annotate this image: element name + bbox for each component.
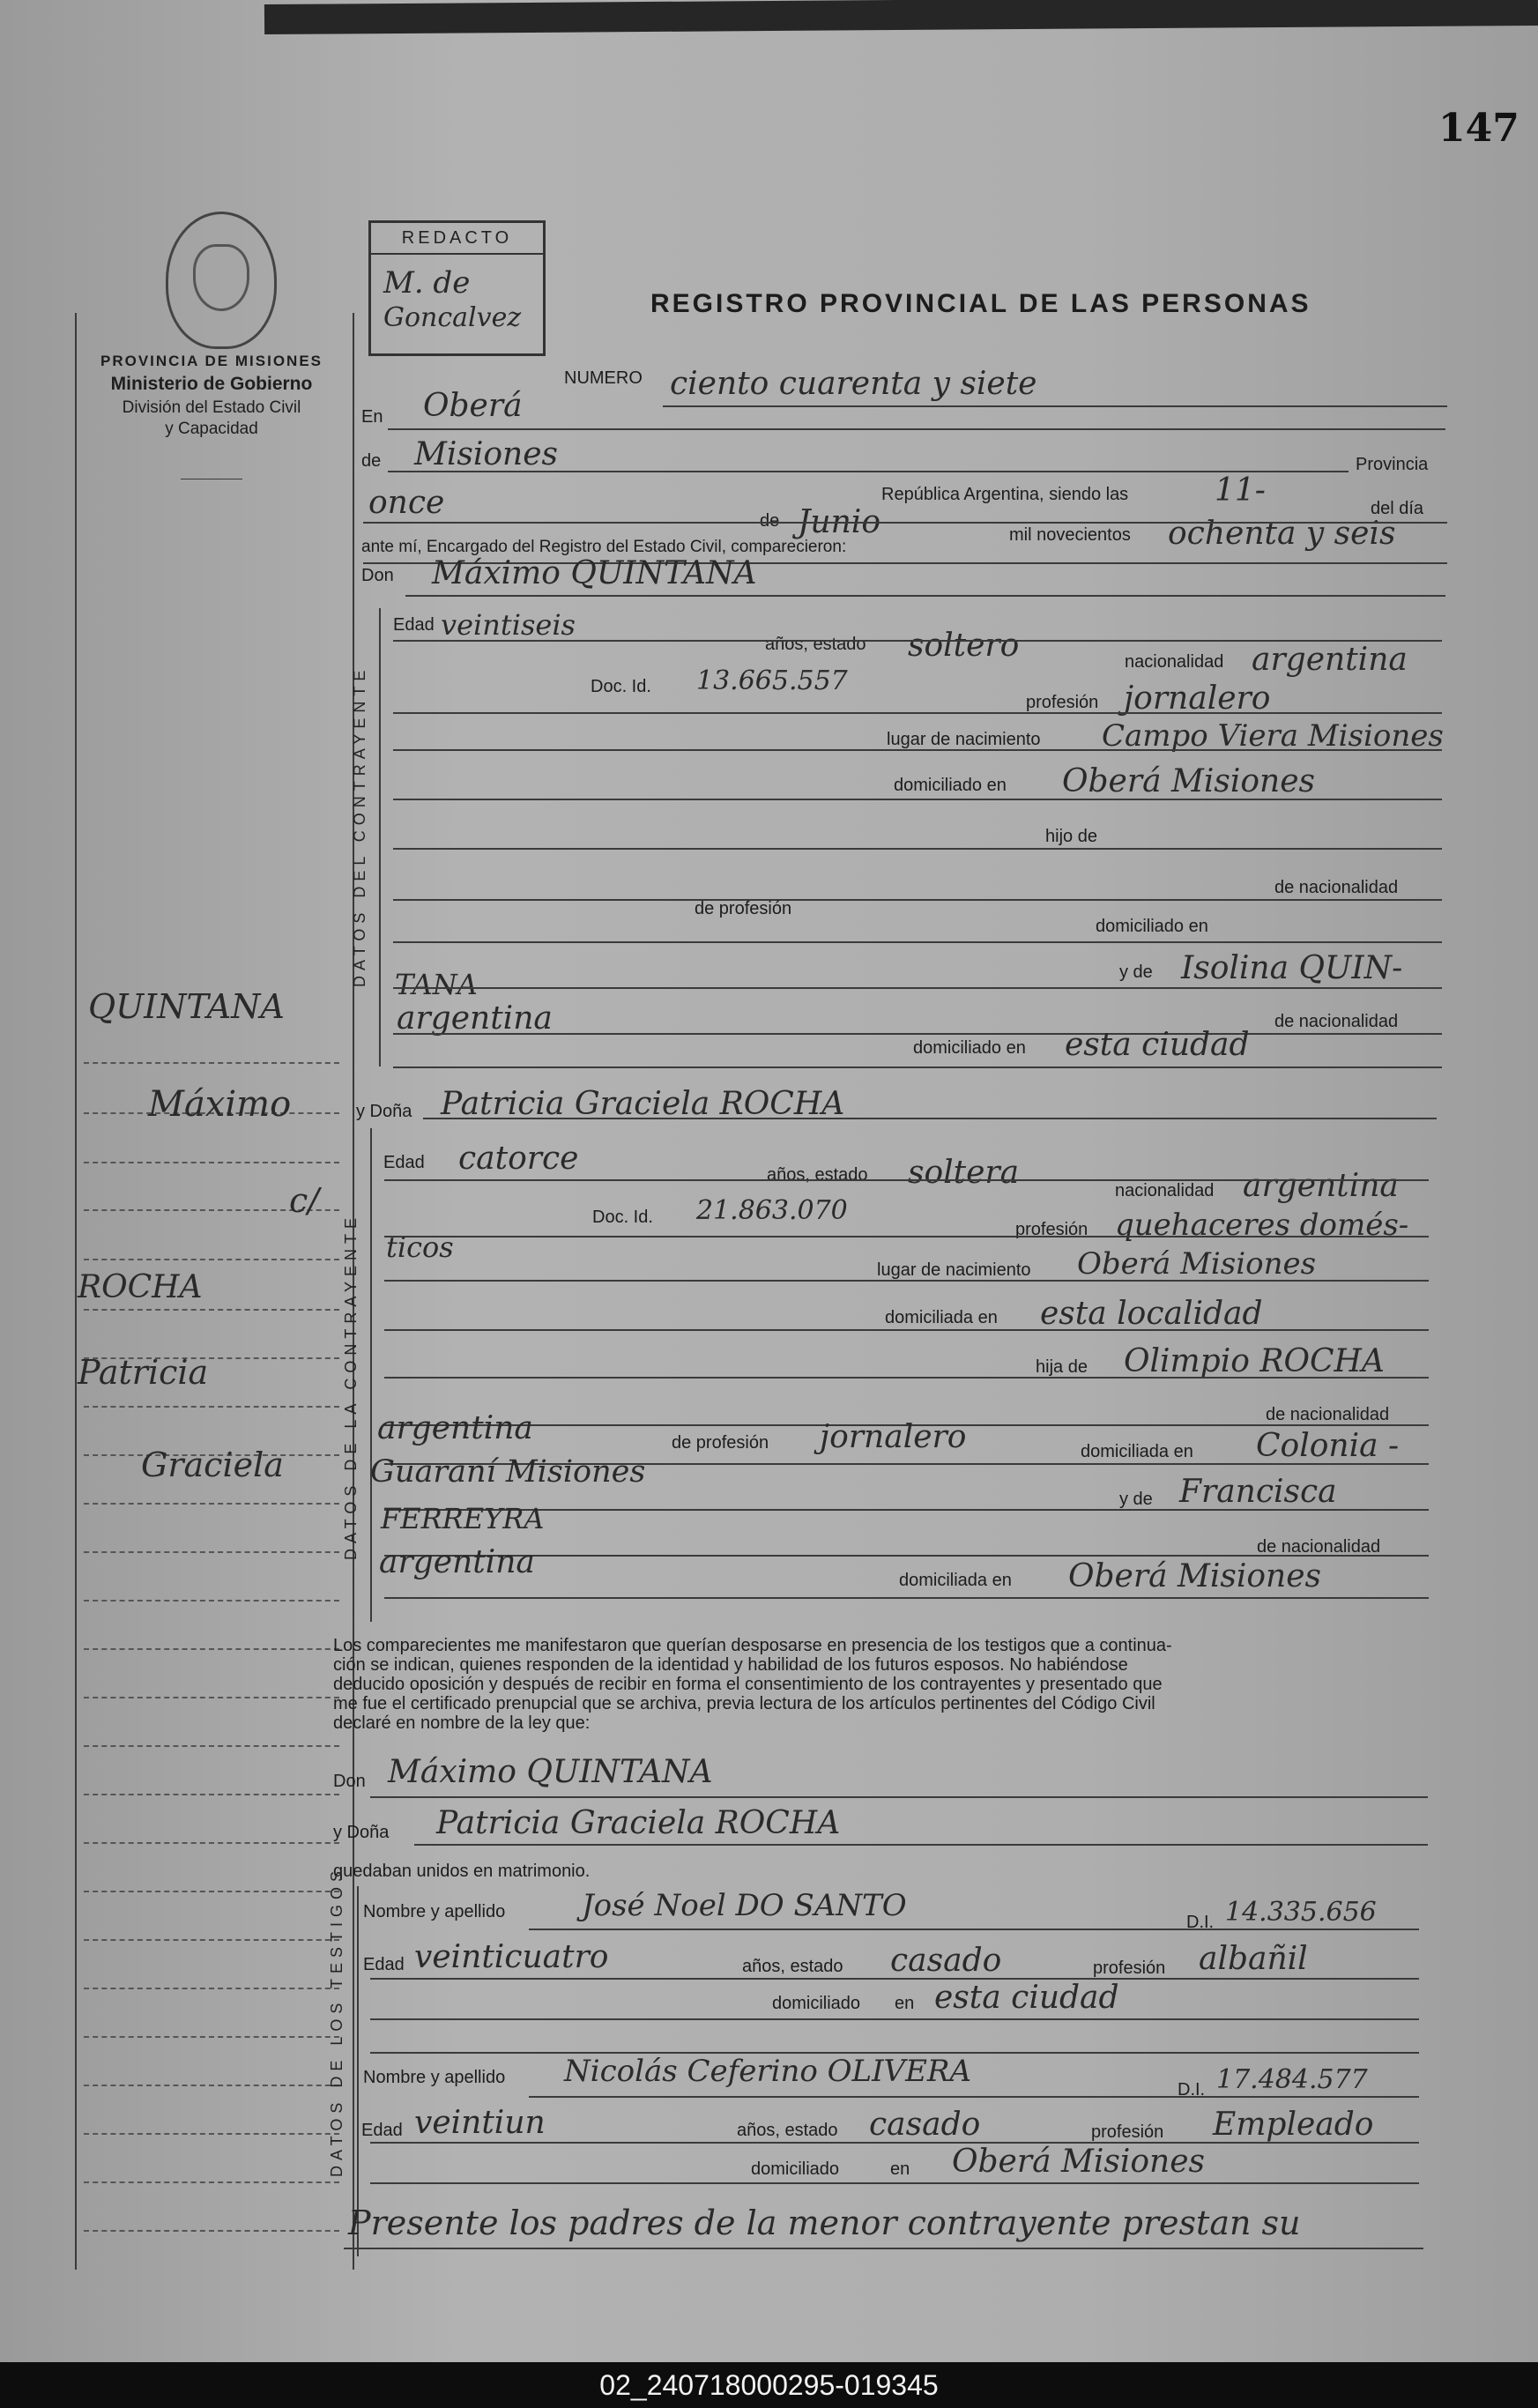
- bride-hija-label: hija de: [1036, 1357, 1088, 1377]
- margin-bride-middle-name: Graciela: [141, 1446, 284, 1484]
- bride-padre-value: Olimpio ROCHA: [1124, 1343, 1385, 1379]
- division-line1: División del Estado Civil: [122, 398, 301, 417]
- bride-madre-nac-value: argentina: [379, 1544, 535, 1580]
- bride-profesion-start: quehaceres domés-: [1115, 1208, 1409, 1243]
- groom-madre-cont: TANA: [395, 968, 478, 1001]
- groom-doc-label: Doc. Id.: [591, 677, 651, 696]
- declaration-line-2: ción se indican, quienes responden de la identidad y habilidad de los futuros esposos. No habiéndose: [333, 1655, 1128, 1675]
- witness1-line-2: [370, 1978, 1419, 1980]
- hora-value: 11-: [1215, 472, 1266, 509]
- groom-line-6: [393, 899, 1442, 901]
- redacto-signature-line1: M. de: [383, 265, 471, 301]
- witness1-dom-en-label: en: [895, 1994, 915, 2013]
- witness1-dom-value: esta ciudad: [934, 1980, 1119, 2016]
- bride-dona-label: y Doña: [356, 1102, 412, 1121]
- groom-estado-label: años, estado: [765, 635, 866, 654]
- en-line: [388, 428, 1445, 430]
- bride-padre-nac-value: argentina: [377, 1410, 533, 1446]
- groom-nacionalidad-label: nacionalidad: [1125, 652, 1224, 672]
- groom-padre-prof-label: de profesión: [695, 899, 792, 918]
- groom-doc-value: 13.665.557: [696, 665, 848, 696]
- declaration-don-value: Máximo QUINTANA: [388, 1754, 713, 1790]
- margin-versus: c/: [289, 1181, 320, 1220]
- witness2-di-label: D.I.: [1178, 2080, 1206, 2100]
- groom-line-2: [393, 712, 1442, 714]
- declaration-line-1: Los comparecientes me manifestaron que querían desposarse en presencia de los testigos que a continua-: [333, 1636, 1172, 1655]
- redacto-label: REDACTO: [371, 223, 543, 255]
- witness2-estado-value: casado: [869, 2107, 981, 2143]
- margin-bride-surname: ROCHA: [78, 1269, 203, 1305]
- witness1-nombre-label: Nombre y apellido: [363, 1902, 506, 1921]
- bride-line-10: [384, 1597, 1429, 1599]
- bride-domicilio-value: esta localidad: [1040, 1296, 1263, 1332]
- groom-lugar-label: lugar de nacimiento: [887, 730, 1041, 749]
- numero-line: [663, 405, 1447, 407]
- de-line: [388, 471, 1349, 472]
- dia-value: once: [368, 485, 445, 521]
- groom-line-9: [393, 1033, 1442, 1035]
- witness1-dom-label: domiciliado: [772, 1994, 861, 2013]
- numero-value: ciento cuarenta y siete: [670, 366, 1037, 402]
- witness1-line-3: [370, 2018, 1419, 2020]
- de2-label: de: [760, 511, 780, 531]
- bride-madre-dom-label: domiciliada en: [899, 1571, 1012, 1590]
- witness1-nombre-value: José Noel DO SANTO: [582, 1888, 907, 1923]
- bride-padre-dom-start: Colonia -: [1256, 1428, 1400, 1464]
- witness1-estado-label: años, estado: [742, 1957, 843, 1976]
- groom-madre-dom-value: esta ciudad: [1065, 1027, 1250, 1063]
- bride-nacionalidad-value: argentina: [1243, 1168, 1399, 1204]
- bride-padre-dom-label: domiciliada en: [1081, 1442, 1193, 1461]
- bride-line-2: [384, 1236, 1429, 1237]
- numero-label: NUMERO: [564, 368, 643, 388]
- groom-madre-dom-label: domiciliado en: [913, 1038, 1026, 1058]
- bride-edad-label: Edad: [383, 1153, 425, 1172]
- bride-line-1: [384, 1179, 1429, 1181]
- groom-padre-dom-label: domiciliado en: [1096, 917, 1208, 936]
- groom-section-label: DATOS DEL CONTRAYENTE: [351, 665, 368, 987]
- bride-line-9: [384, 1555, 1429, 1557]
- en-label: En: [361, 407, 383, 427]
- groom-hijo-label: hijo de: [1045, 827, 1097, 846]
- margin-bride-name: Patricia: [78, 1353, 209, 1392]
- bride-padre-dom-end: Guaraní Misiones: [370, 1454, 646, 1490]
- bride-name-value: Patricia Graciela ROCHA: [441, 1086, 845, 1122]
- witness1-line-1: [529, 1929, 1419, 1930]
- witness2-nombre-label: Nombre y apellido: [363, 2068, 506, 2087]
- groom-madre-start: Isolina QUIN-: [1181, 950, 1403, 986]
- witness-section-border: [357, 1886, 359, 2256]
- bride-madre-start: Francisca: [1179, 1474, 1337, 1510]
- province-name: PROVINCIA DE MISIONES: [100, 353, 323, 369]
- witness1-edad-label: Edad: [363, 1955, 405, 1974]
- don-line: [405, 595, 1445, 597]
- bride-edad-value: catorce: [458, 1141, 579, 1177]
- redacto-stamp: [368, 220, 546, 356]
- book-edge-shadow: [264, 0, 1538, 34]
- bride-estado-label: años, estado: [767, 1165, 868, 1185]
- provincial-crest-icon: [166, 212, 277, 349]
- de-value: Misiones: [414, 436, 559, 472]
- witness2-dom-en-label: en: [890, 2159, 910, 2179]
- groom-edad-value: veintiseis: [441, 608, 576, 642]
- bride-madre-label: y de: [1119, 1490, 1153, 1509]
- witness1-profesion-value: albañil: [1199, 1941, 1308, 1977]
- groom-line-4: [393, 799, 1442, 800]
- witness1-di-value: 14.335.656: [1225, 1897, 1377, 1928]
- witness2-edad-value: veintiun: [414, 2105, 546, 2141]
- margin-left-border: [75, 313, 77, 2270]
- bottom-note-line: [344, 2248, 1423, 2249]
- bride-padre-prof-value: jornalero: [820, 1419, 967, 1455]
- bride-section-border: [370, 1128, 372, 1622]
- bride-doc-label: Doc. Id.: [592, 1208, 653, 1227]
- bride-lugar-value: Oberá Misiones: [1077, 1246, 1317, 1282]
- witness2-dom-label: domiciliado: [751, 2159, 840, 2179]
- groom-madre-label: y de: [1119, 962, 1153, 982]
- bride-line-3: [384, 1280, 1429, 1282]
- don-label: Don: [361, 566, 394, 585]
- bride-padre-nac-label: de nacionalidad: [1266, 1405, 1390, 1424]
- quedaban-label: quedaban unidos en matrimonio.: [333, 1862, 591, 1881]
- witness2-profesion-value: Empleado: [1213, 2107, 1374, 2143]
- redacto-signature: [383, 265, 521, 336]
- bride-line-5: [384, 1377, 1429, 1379]
- anio-value: ochenta y seis: [1168, 516, 1396, 552]
- bride-lugar-label: lugar de nacimiento: [877, 1260, 1031, 1280]
- declaration-dona-label: y Doña: [333, 1823, 390, 1842]
- margin-groom-surname: QUINTANA: [88, 987, 285, 1026]
- mil-label: mil novecientos: [1009, 525, 1131, 545]
- ante-label: ante mí, Encargado del Registro del Estado Civil, comparecieron:: [361, 538, 847, 556]
- bride-domicilio-label: domiciliada en: [885, 1308, 998, 1327]
- bride-profesion-label: profesión: [1015, 1220, 1088, 1239]
- witness1-edad-value: veinticuatro: [414, 1939, 609, 1975]
- groom-estado-value: soltero: [908, 628, 1020, 664]
- page-title: REGISTRO PROVINCIAL DE LAS PERSONAS: [650, 289, 1311, 318]
- groom-domicilio-value: Oberá Misiones: [1062, 763, 1315, 799]
- bride-estado-value: soltera: [908, 1155, 1020, 1191]
- witness1-di-label: D.I.: [1186, 1913, 1215, 1932]
- witness2-edad-label: Edad: [361, 2121, 403, 2140]
- groom-line-10: [393, 1067, 1442, 1068]
- bride-nacionalidad-label: nacionalidad: [1115, 1181, 1215, 1200]
- groom-padre-nac-label: de nacionalidad: [1274, 878, 1399, 897]
- witness1-estado-value: casado: [890, 1943, 1002, 1979]
- groom-nacionalidad-value: argentina: [1252, 642, 1408, 678]
- margin-groom-name: Máximo: [148, 1084, 292, 1125]
- redacto-signature-line2: Goncalvez: [383, 302, 522, 333]
- file-id-footer: 02_240718000295-019345: [0, 2362, 1538, 2408]
- en-value: Oberá: [423, 388, 523, 424]
- groom-line-8: [393, 987, 1442, 989]
- groom-profesion-label: profesión: [1026, 693, 1099, 712]
- ministry-name: Ministerio de Gobierno: [110, 374, 313, 394]
- bride-name-line: [423, 1118, 1437, 1119]
- republica-label: República Argentina, siendo las: [881, 485, 1129, 504]
- ministry-block: [79, 353, 344, 439]
- witness-section-label: DATOS DE LOS TESTIGOS: [328, 1865, 345, 2177]
- witness2-di-value: 17.484.577: [1216, 2064, 1368, 2095]
- witness1-profesion-label: profesión: [1093, 1958, 1166, 1978]
- page-number: 147: [1438, 106, 1519, 151]
- declaration-paragraph: [333, 1636, 1419, 1733]
- witness2-line-2: [370, 2142, 1419, 2144]
- declaration-dona-line: [414, 1844, 1428, 1846]
- witness2-nombre-value: Nicolás Ceferino OLIVERA: [564, 2054, 972, 2089]
- bride-profesion-end: ticos: [386, 1230, 454, 1264]
- declaration-don-line: [370, 1796, 1428, 1798]
- de-label: de: [361, 451, 382, 471]
- groom-line-3: [393, 749, 1442, 751]
- groom-profesion-value: jornalero: [1124, 680, 1271, 717]
- groom-line-7: [393, 941, 1442, 943]
- declaration-line-4: me fue el certificado prenupcial que se archiva, previa lectura de los artículos pertinentes del Código Civil: [333, 1694, 1155, 1713]
- bride-section-label: DATOS DE LA CONTRAYENTE: [342, 1212, 360, 1560]
- groom-line-5: [393, 848, 1442, 850]
- fecha-line: [363, 522, 1447, 524]
- bottom-note: Presente los padres de la menor contrayente prestan su: [348, 2204, 1301, 2242]
- division-line2: y Capacidad: [165, 420, 258, 438]
- groom-lugar-value: Campo Viera Misiones: [1102, 718, 1444, 754]
- groom-madre-nac-label: de nacionalidad: [1274, 1012, 1399, 1031]
- bride-padre-prof-label: de profesión: [672, 1433, 769, 1453]
- witness2-dom-value: Oberá Misiones: [952, 2144, 1205, 2180]
- groom-madre-nac-value: argentina: [397, 1000, 553, 1037]
- mes-value: Junio: [798, 504, 880, 540]
- groom-line-1: [393, 640, 1442, 642]
- groom-edad-label: Edad: [393, 615, 435, 635]
- witness2-profesion-label: profesión: [1091, 2122, 1164, 2142]
- bride-line-4: [384, 1329, 1429, 1331]
- declaration-dona-value: Patricia Graciela ROCHA: [436, 1805, 841, 1841]
- groom-domicilio-label: domiciliado en: [894, 776, 1007, 795]
- del-dia-label: del día: [1371, 499, 1424, 518]
- groom-section-border: [379, 608, 381, 1067]
- witness2-estado-label: años, estado: [737, 2121, 838, 2140]
- don-value: Máximo QUINTANA: [432, 555, 757, 591]
- witness2-line-1: [529, 2096, 1419, 2098]
- bride-madre-nac-label: de nacionalidad: [1257, 1537, 1381, 1557]
- declaration-don-label: Don: [333, 1772, 366, 1791]
- bride-madre-dom-value: Oberá Misiones: [1068, 1558, 1321, 1594]
- provincia-label: Provincia: [1356, 455, 1429, 474]
- bride-doc-value: 21.863.070: [696, 1195, 848, 1226]
- declaration-line-3: deducido oposición y después de recibir en forma el consentimiento de los contrayentes y presentado que: [333, 1675, 1163, 1694]
- bride-madre-end: FERREYRA: [381, 1502, 545, 1535]
- declaration-line-5: declaré en nombre de la ley que:: [333, 1713, 591, 1733]
- witness2-line-3: [370, 2182, 1419, 2184]
